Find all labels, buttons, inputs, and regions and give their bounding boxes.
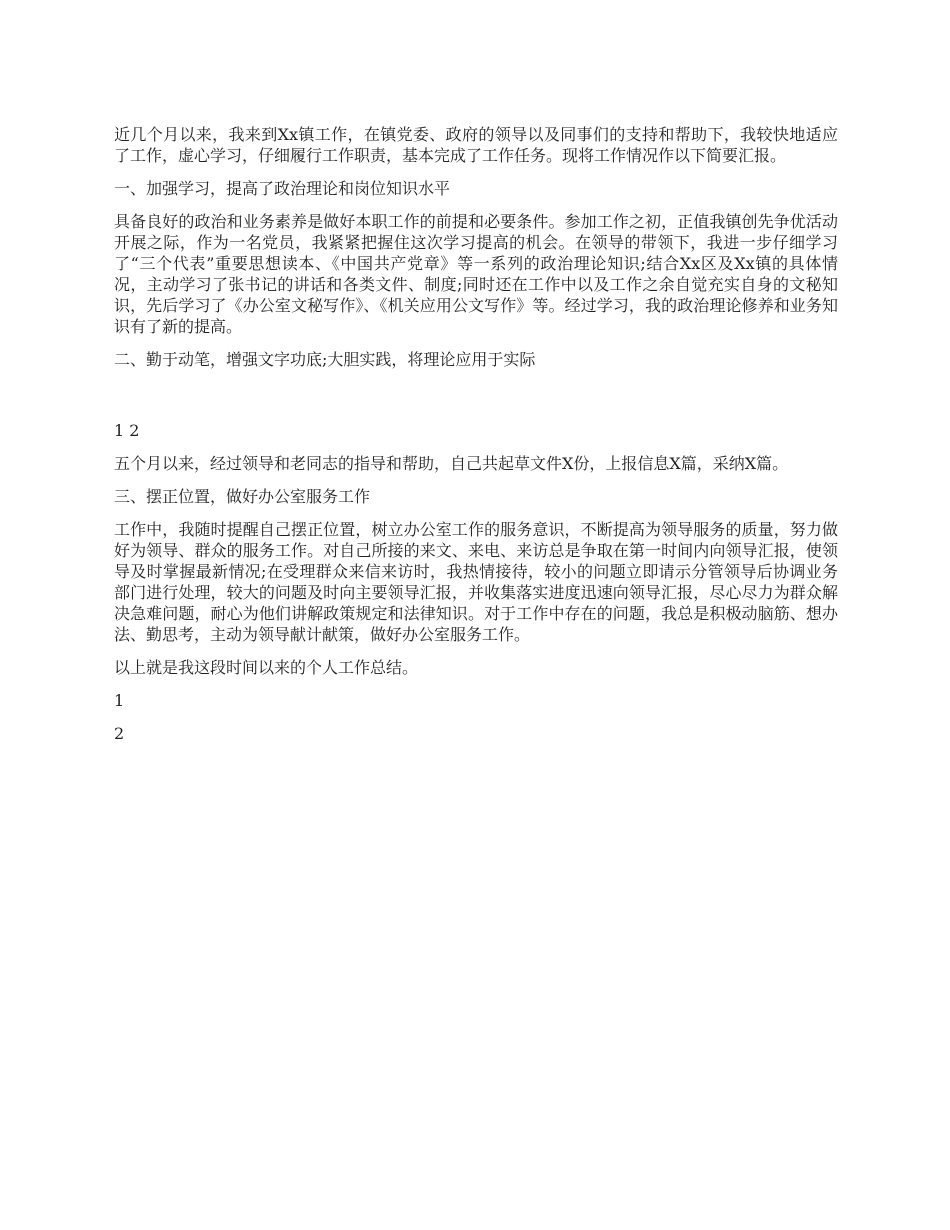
section-3-heading: 三、摆正位置，做好办公室服务工作 bbox=[114, 487, 371, 506]
footer-number-2: 2 bbox=[114, 724, 125, 743]
section-2-heading: 二、勤于动笔，增强文字功底;大胆实践，将理论应用于实际 bbox=[114, 350, 536, 369]
page-break-gap bbox=[114, 382, 838, 420]
footer-number-1: 1 bbox=[114, 691, 125, 710]
closing-paragraph: 以上就是我这段时间以来的个人工作总结。 bbox=[114, 658, 419, 677]
section-2-paragraph: 五个月以来，经过领导和老同志的指导和帮助，自己共起草文件X份，上报信息X篇，采纳X篇。 bbox=[114, 454, 789, 473]
page-marker: 1 2 bbox=[114, 421, 140, 440]
section-1-paragraph: 具备良好的政治和业务素养是做好本职工作的前提和必要条件。参加工作之初，正值我镇创先争优活动开展之际，作为一名党员，我紧紧把握住这次学习提高的机会。在领导的带领下，我进一步仔细学习了“三个代表”重要思想读本、《中国共产党章》等一系列的政治理论知识;结合Xx区及Xx镇的具体情况，主动学习了张书记的讲话和各类文件、制度;同时还在工作中以及工作之余自觉充实自身的文秘知识，先后学习了《办公室文秘写作》、《机关应用公文写作》等。经过学习，我的政治理论修养和业务知识有了新的提高。 bbox=[114, 212, 838, 336]
section-3-paragraph: 工作中，我随时提醒自己摆正位置，树立办公室工作的服务意识，不断提高为领导服务的质量，努力做好为领导、群众的服务工作。对自己所接的来文、来电、来访总是争取在第一时间内向领导汇报，使领导及时掌握最新情况;在受理群众来信来访时，我热情接待，较小的问题立即请示分管领导后协调业务部门进行处理，较大的问题及时向主要领导汇报，并收集落实进度迅速向领导汇报，尽心尽力为群众解决急难问题，耐心为他们讲解政策规定和法律知识。对于工作中存在的问题，我总是积极动脑筋、想办法、勤思考，主动为领导献计献策，做好办公室服务工作。 bbox=[114, 520, 838, 644]
section-1-heading: 一、加强学习，提高了政治理论和岗位知识水平 bbox=[114, 179, 451, 198]
document-body bbox=[114, 124, 838, 756]
intro-paragraph: 近几个月以来，我来到Xx镇工作，在镇党委、政府的领导以及同事们的支持和帮助下，我较快地适应了工作，虚心学习，仔细履行工作职责，基本完成了工作任务。现将工作情况作以下简要汇报。 bbox=[114, 125, 838, 165]
